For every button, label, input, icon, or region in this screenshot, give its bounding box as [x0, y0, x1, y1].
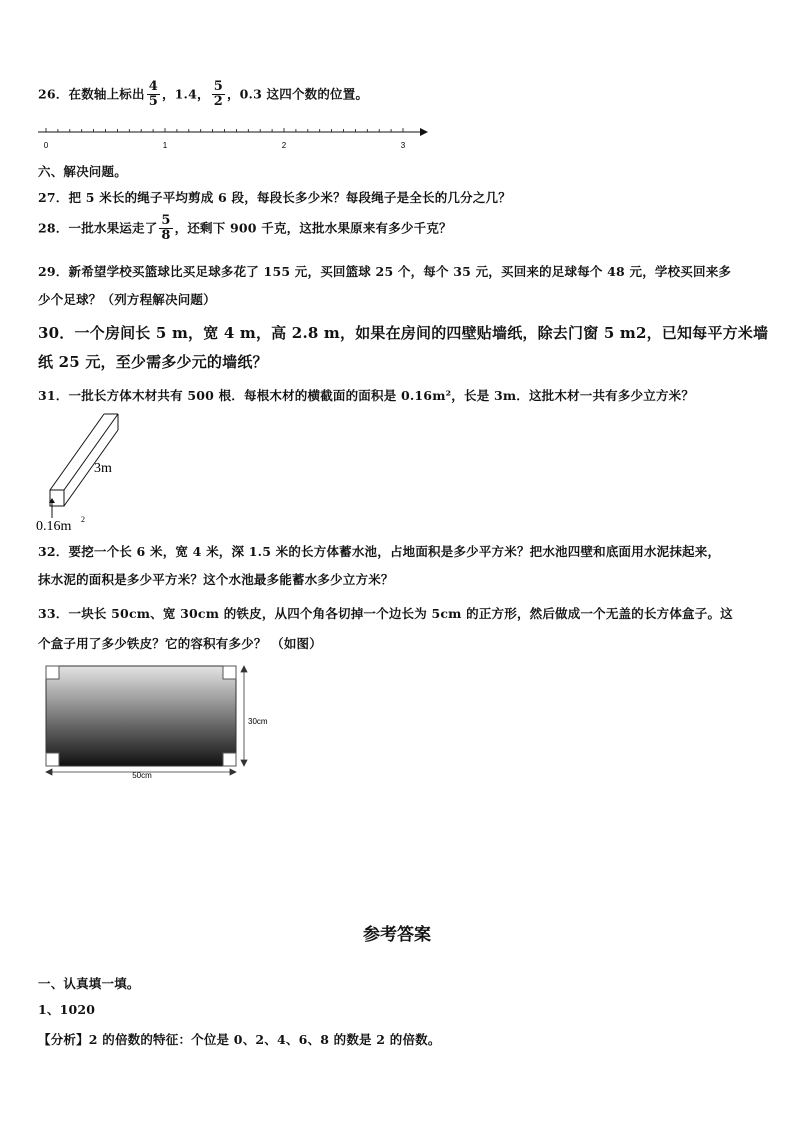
- fraction-4-5: $\frac{4}{5}$: [148, 79, 158, 110]
- question-33-line2: 个盒子用了多少铁皮？它的容积有多少？ （如图）: [38, 636, 322, 651]
- corner-square-top-left: [46, 666, 59, 679]
- q26-suffix: ，0.3 这四个数的位置。: [226, 86, 369, 102]
- question-31: 31．一批长方体木材共有 500 根．每根木材的横截面的面积是 0.16m²，长是 3m．这批木材一共有多少立方米？: [38, 388, 695, 403]
- answer-1: 1、1020: [38, 1002, 96, 1017]
- question-32-line1: 32．要挖一个长 6 米，宽 4 米，深 1.5 米的长方体蓄水池，占地面积是多少平方米？把水池四壁和底面用水泥抹起来，: [38, 544, 721, 559]
- section-6-heading: 六、解决问题。: [38, 164, 127, 179]
- corner-square-bottom-left: [46, 753, 59, 766]
- question-26: [38, 80, 368, 110]
- question-28: 28．一批水果运走了 $\frac{5}{8}$ ，还剩下 900 千克，这批水果原来有多少千克？: [38, 213, 452, 244]
- answers-title: 参考答案: [363, 925, 431, 945]
- sheet-height-label: 30cm: [248, 717, 268, 726]
- sheet-width-label: 50cm: [132, 771, 152, 780]
- question-29-line2: 少个足球？（列方程解决问题）: [38, 292, 216, 307]
- question-29-line1: 29．新希望学校买篮球比买足球多花了 155 元，买回篮球 25 个，每个 35 元，买回来的足球每个 48 元，学校买回来多: [38, 264, 732, 279]
- numberline-label-0: 0: [43, 141, 49, 150]
- metal-sheet-figure: [40, 662, 290, 782]
- question-33-line1: 33．一块长 50cm、宽 30cm 的铁皮，从四个角各切掉一个边长为 5cm 的正方形，然后做成一个无盖的长方体盒子。这: [38, 606, 733, 621]
- fraction-5-2: $\frac{5}{2}$: [213, 79, 223, 110]
- numberline-label-2: 2: [281, 141, 287, 150]
- timber-area-exponent: 2: [81, 515, 85, 524]
- answers-section-1: 一、认真填一填。: [38, 976, 140, 991]
- timber-length-label: 3m: [94, 461, 112, 476]
- numberline-label-3: 3: [400, 141, 406, 150]
- question-27: 27．把 5 米长的绳子平均剪成 6 段，每段长多少米？每段绳子是全长的几分之几？: [38, 190, 511, 205]
- numberline-arrow: [420, 128, 428, 136]
- numberline-label-1: 1: [162, 141, 168, 150]
- corner-square-bottom-right: [223, 753, 236, 766]
- q26-mid: ，1.4，: [161, 86, 210, 102]
- timber-figure: [34, 410, 154, 540]
- question-30-line2: 纸 25 元，至少需多少元的墙纸？: [38, 353, 268, 371]
- metal-sheet: [46, 666, 236, 766]
- number-line: [36, 124, 436, 154]
- q26-prefix: 26．在数轴上标出: [38, 86, 145, 102]
- fraction-5-8: $\frac{5}{8}$: [161, 213, 171, 244]
- question-32-line2: 抹水泥的面积是多少平方米？这个水池最多能蓄水多少立方米？: [38, 572, 394, 587]
- corner-square-top-right: [223, 666, 236, 679]
- timber-area-label: 0.16m: [36, 519, 72, 534]
- question-30-line1: 30．一个房间长 5 m，宽 4 m，高 2.8 m，如果在房间的四壁贴墙纸，除去门窗 5 m2，已知每平方米墙: [38, 324, 769, 342]
- answer-1-analysis: 【分析】2 的倍数的特征：个位是 0、2、4、6、8 的数是 2 的倍数。: [38, 1032, 441, 1047]
